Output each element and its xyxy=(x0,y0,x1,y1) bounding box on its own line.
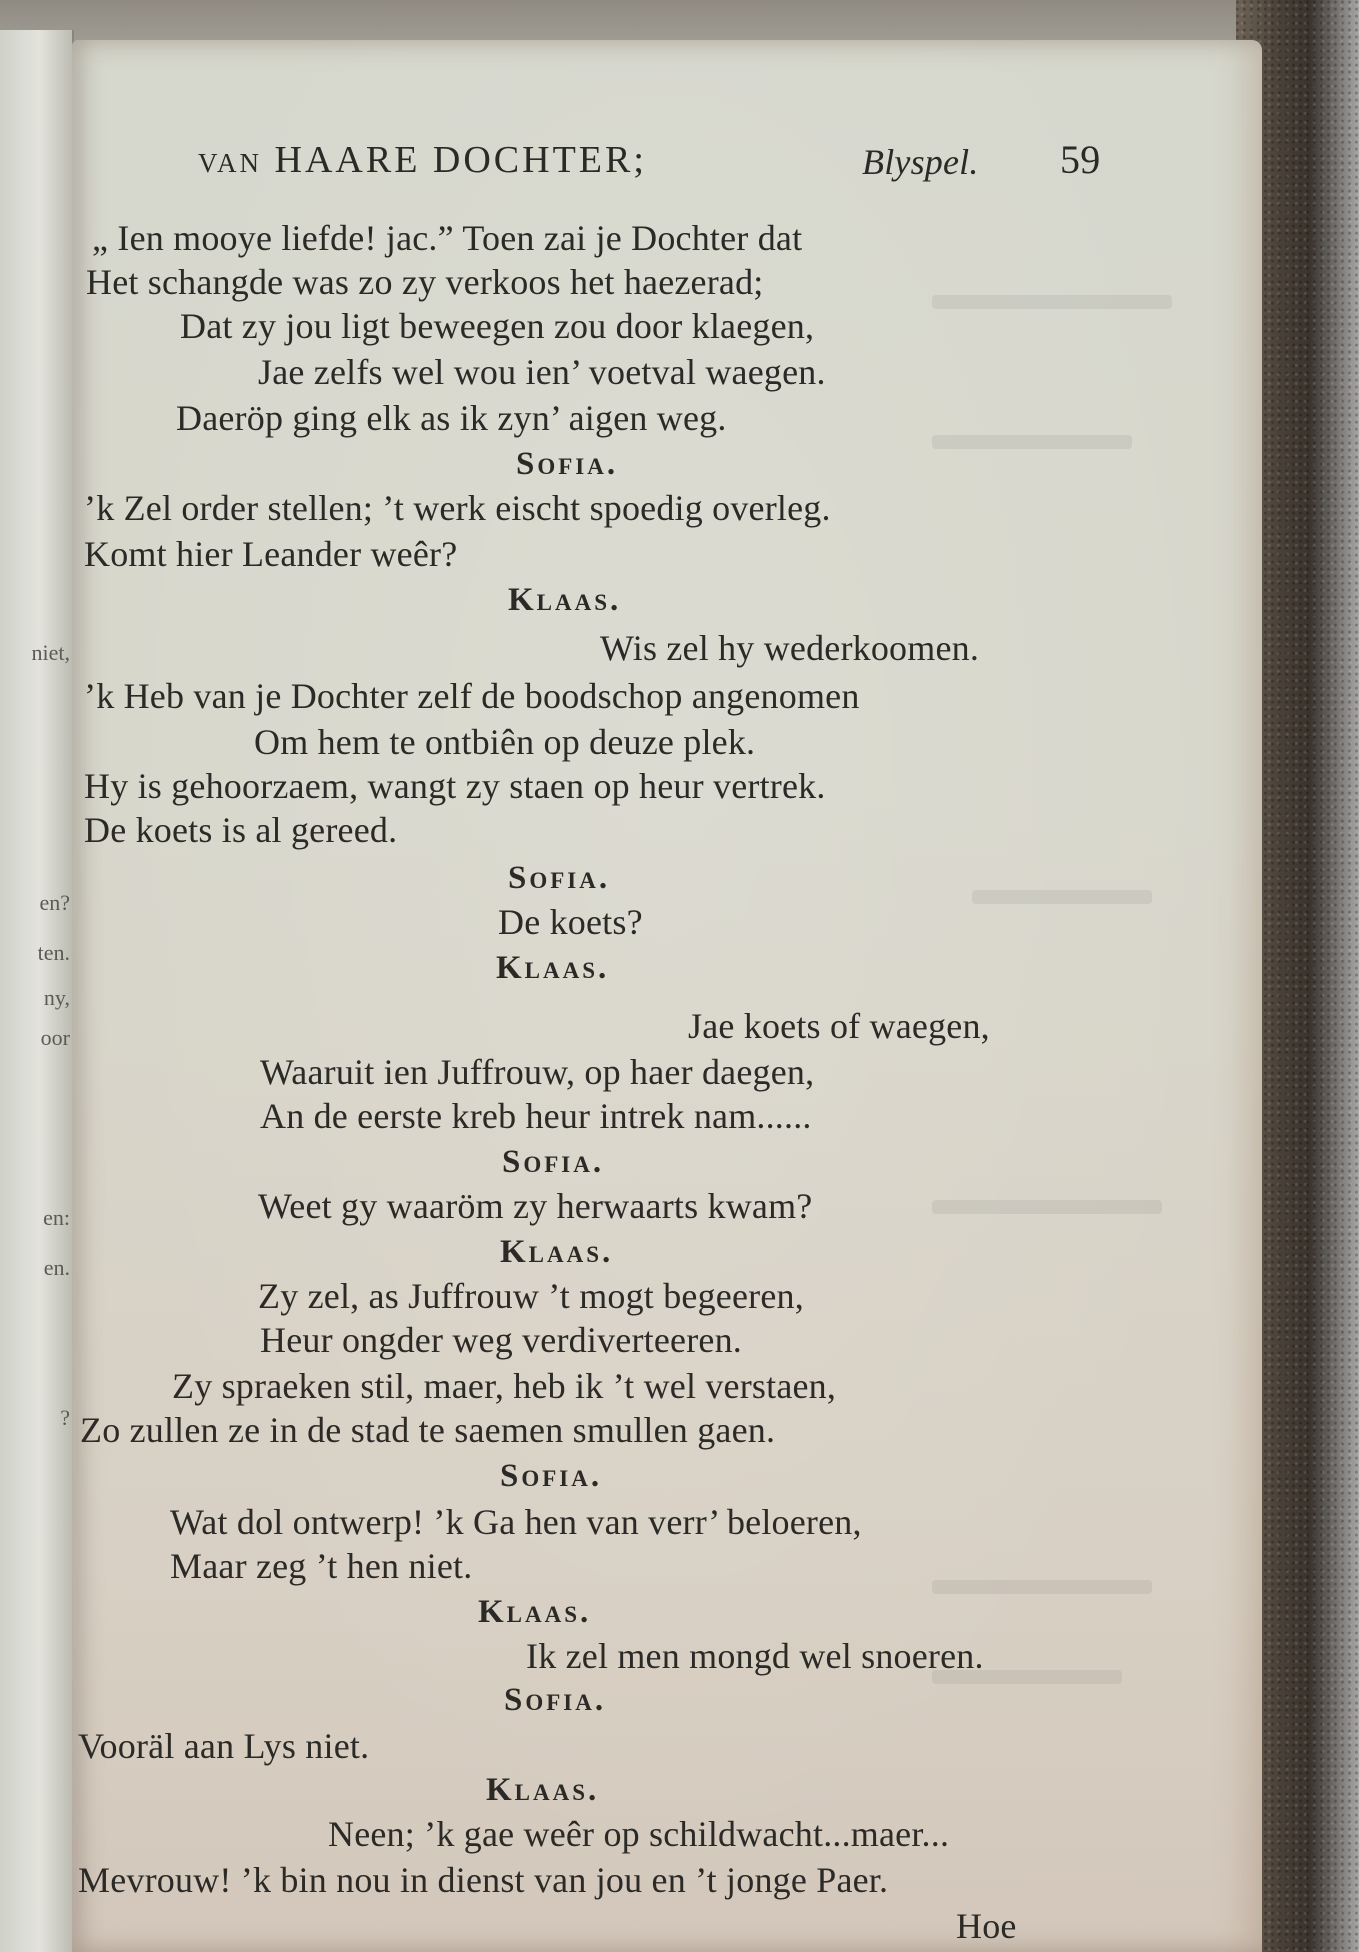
verse-line: Zy zel, as Juffrouw ’t mogt begeeren, xyxy=(258,1276,804,1316)
left-page-fragment: en. xyxy=(43,1255,70,1280)
speaker-name: Sofia. xyxy=(502,1144,605,1180)
speaker-name: Sofia. xyxy=(516,446,619,482)
page-text xyxy=(72,40,1262,1952)
running-header-subtitle: Blyspel. xyxy=(862,142,979,182)
verse-line: Wis zel hy wederkoomen. xyxy=(600,628,980,668)
left-page-fragment: ny, xyxy=(43,985,70,1010)
left-page-fragment: ten. xyxy=(37,940,70,965)
verse-line: Daeröp ging elk as ik zyn’ aigen weg. xyxy=(176,398,727,438)
left-page-fragment: en: xyxy=(43,1205,70,1230)
verse-line: Om hem te ontbiên op deuze plek. xyxy=(254,722,756,762)
verse-line: Jae koets of waegen, xyxy=(688,1006,990,1046)
left-page-fragment: oor xyxy=(40,1025,70,1050)
speaker-name: Sofia. xyxy=(500,1458,603,1494)
verse-line: Hy is gehoorzaem, wangt zy staen op heur vertrek. xyxy=(84,766,826,806)
verse-line: De koets is al gereed. xyxy=(84,810,398,850)
page-number: 59 xyxy=(1060,137,1101,182)
verse-line: Maar zeg ’t hen niet. xyxy=(170,1546,473,1586)
verse-line: Heur ongder weg verdiverteeren. xyxy=(260,1320,742,1360)
speaker-name: Klaas. xyxy=(478,1594,592,1630)
verse-line: ’k Zel order stellen; ’t werk eischt spoedig overleg. xyxy=(84,488,831,528)
verse-line: Zo zullen ze in de stad te saemen smullen gaen. xyxy=(80,1410,776,1450)
verse-line: An de eerste kreb heur intrek nam...... xyxy=(260,1096,812,1136)
speaker-name: Klaas. xyxy=(496,950,610,986)
verse-line: Dat zy jou ligt beweegen zou door klaegen, xyxy=(180,306,815,346)
catchword: Hoe xyxy=(956,1906,1017,1946)
speaker-name: Sofia. xyxy=(504,1682,607,1718)
left-page-fragment: ? xyxy=(60,1405,70,1430)
speaker-name: Klaas. xyxy=(508,582,622,618)
speaker-name: Klaas. xyxy=(500,1234,614,1270)
verse-line: „ Ien mooye liefde! jac.” Toen zai je Dochter dat xyxy=(92,218,803,258)
speaker-name: Sofia. xyxy=(508,860,611,896)
verse-line: Ik zel men mongd wel snoeren. xyxy=(526,1636,984,1676)
verse-line: Het schangde was zo zy verkoos het haezerad; xyxy=(86,262,764,302)
verse-line: Weet gy waaröm zy herwaarts kwam? xyxy=(258,1186,813,1226)
verse-line: Vooräl aan Lys niet. xyxy=(78,1726,370,1766)
verse-line: De koets? xyxy=(498,902,643,942)
verse-line: Zy spraeken stil, maer, heb ik ’t wel verstaen, xyxy=(172,1366,837,1406)
left-page-fragment: en? xyxy=(39,890,70,915)
left-page-fragment: niet, xyxy=(31,640,70,665)
verse-line: Waaruit ien Juffrouw, op haer daegen, xyxy=(260,1052,815,1092)
verse-line: Neen; ’k gae weêr op schildwacht...maer... xyxy=(328,1814,950,1854)
verse-line: ’k Heb van je Dochter zelf de boodschop angenomen xyxy=(84,676,860,716)
verse-line: Jae zelfs wel wou ien’ voetval waegen. xyxy=(258,352,826,392)
verse-line: Wat dol ontwerp! ’k Ga hen van verr’ beloeren, xyxy=(170,1502,862,1542)
running-header-title: van HAARE DOCHTER; xyxy=(198,139,647,181)
speaker-name: Klaas. xyxy=(486,1772,600,1808)
verse-line: Mevrouw! ’k bin nou in dienst van jou en ’t jonge Paer. xyxy=(78,1860,889,1900)
verse-line: Komt hier Leander weêr? xyxy=(84,534,458,574)
left-facing-page xyxy=(0,30,74,1952)
book-page xyxy=(72,40,1262,1952)
